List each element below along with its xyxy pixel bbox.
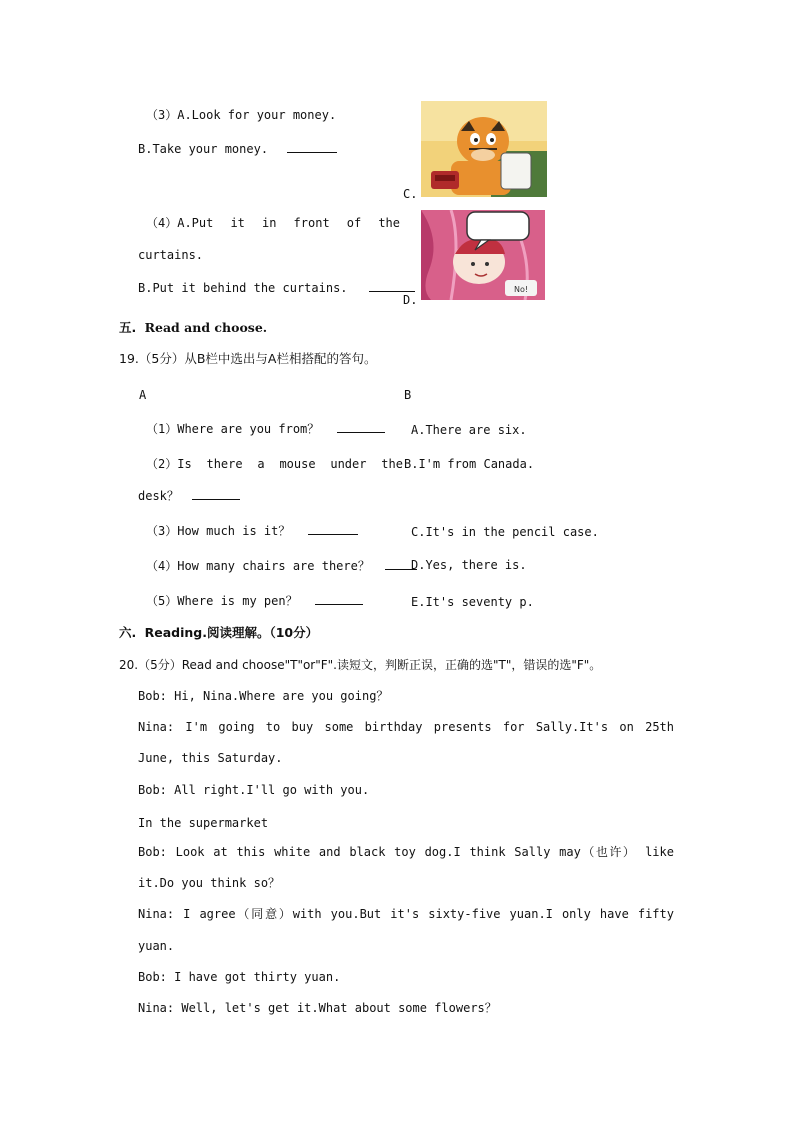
answer-blank[interactable]: [315, 592, 363, 605]
dialogue-line: Nina: I'm going to buy some birthday presents for Sally.It's on 25th: [138, 720, 674, 734]
q18-item4-option-a: [146, 215, 400, 231]
word: （4）A.Put: [146, 216, 214, 230]
q18-picture-d-label: D.: [403, 293, 418, 307]
dialogue-line: Bob: All right.I'll go with you.: [138, 783, 370, 797]
column-b-label: B: [404, 388, 412, 402]
q19-title: 19.（5分）从B栏中选出与A栏相搭配的答句。: [119, 351, 377, 366]
section-number: 六.: [119, 625, 137, 640]
q19-answer-e: E.It's seventy p.: [411, 595, 534, 609]
picture-tiger-wallet: [421, 101, 547, 197]
column-a-label: A: [139, 388, 147, 402]
word: it: [230, 216, 245, 230]
tiger-illustration: [421, 101, 547, 197]
q18-item3-option-b-text: B.Take your money.: [138, 142, 269, 156]
q19-question-2-continued: [138, 487, 240, 504]
q18-item3-option-a: （3）A.Look for your money.: [146, 108, 337, 122]
answer-blank[interactable]: [369, 279, 415, 292]
answer-blank[interactable]: [287, 140, 337, 153]
question-text: desk？: [138, 489, 179, 503]
dialogue-line: June, this Saturday.: [138, 751, 283, 765]
word: under: [330, 457, 367, 471]
section-5-heading: [119, 320, 267, 336]
word: there: [206, 457, 243, 471]
word: of: [346, 216, 362, 230]
dialogue-line: it.Do you think so？: [138, 876, 281, 890]
q19-question-3: [146, 522, 358, 539]
section-number: 五.: [119, 320, 137, 335]
question-text: （5）Where is my pen？: [146, 594, 298, 608]
q19-question-1: [146, 420, 385, 437]
dialogue-line: In the supermarket: [138, 816, 269, 830]
q19-answer-c: C.It's in the pencil case.: [411, 525, 599, 539]
q19-question-4: [146, 557, 417, 574]
word: a: [257, 457, 265, 471]
q19-question-5: [146, 592, 363, 609]
q18-item4-option-a-continued: curtains.: [138, 248, 204, 262]
q18-item4-option-b-text: B.Put it behind the curtains.: [138, 281, 348, 295]
dialogue-line: Bob: Hi, Nina.Where are you going？: [138, 689, 389, 703]
question-text: （4）How many chairs are there？: [146, 559, 370, 573]
section-6-heading: [119, 625, 318, 641]
q18-item4-option-b: [138, 279, 415, 296]
section-title: Reading.阅读理解。（10分）: [144, 625, 319, 640]
answer-blank[interactable]: [337, 420, 385, 433]
word: mouse: [279, 457, 316, 471]
q20-title: 20.（5分）Read and choose"T"or"F".读短文，判断正误，正确的选"T"，错误的选"F"。: [119, 658, 602, 672]
word: front: [293, 216, 330, 230]
q19-answer-b: B.I'm from Canada.: [404, 457, 535, 471]
dialogue-line: Nina: Well, let's get it.What about some flowers？: [138, 1001, 497, 1015]
word: the: [378, 216, 400, 230]
dialogue-line: Bob: I have got thirty yuan.: [138, 970, 341, 984]
sign-text: No!: [513, 285, 529, 294]
word: in: [262, 216, 277, 230]
dialogue-line: yuan.: [138, 939, 175, 953]
q18-item3-option-b: [138, 140, 337, 157]
question-text: （3）How much is it？: [146, 524, 291, 538]
section-title: Read and choose.: [144, 320, 268, 335]
q18-picture-c-label: C.: [403, 187, 418, 201]
q19-question-2: [146, 456, 403, 472]
answer-blank[interactable]: [308, 522, 358, 535]
picture-girl-curtains: [421, 210, 545, 300]
q19-answer-a: A.There are six.: [411, 423, 527, 437]
dialogue-line: Nina: I agree（同意）with you.But it's sixty-five yuan.I only have fifty: [138, 907, 674, 921]
word: （2）Is: [146, 457, 192, 471]
question-text: （1）Where are you from？: [146, 422, 320, 436]
word: the: [381, 457, 403, 471]
curtain-illustration: [421, 210, 545, 300]
q19-answer-d: D.Yes, there is.: [411, 558, 527, 572]
dialogue-line: Bob: Look at this white and black toy dog.I think Sally may（也许） like: [138, 845, 674, 859]
answer-blank[interactable]: [192, 487, 240, 500]
